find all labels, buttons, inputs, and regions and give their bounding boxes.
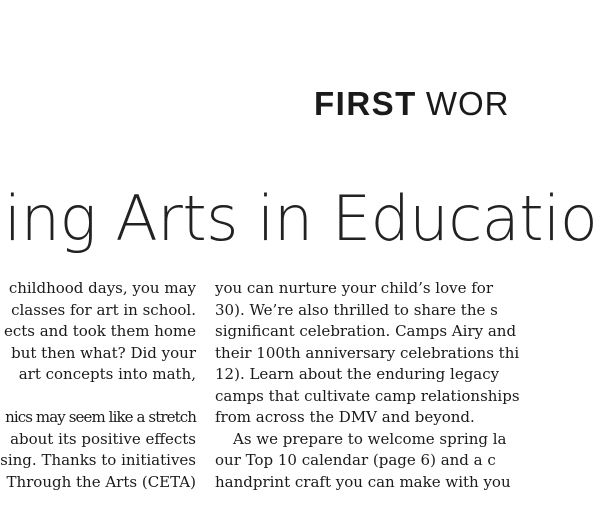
right-text-column <box>215 278 520 493</box>
right-line: 30). We’re also thrilled to share the s <box>215 300 498 319</box>
left-text-column <box>0 278 196 493</box>
section-label <box>314 84 509 124</box>
right-line: 12). Learn about the enduring legacy <box>215 365 500 383</box>
right-line: handprint craft you can make with you <box>215 472 511 491</box>
left-line: art concepts into math, <box>18 365 196 383</box>
right-line: our Top 10 calendar (page 6) and a c <box>215 451 496 469</box>
article-headline: ing Arts in Educatio <box>4 182 597 255</box>
left-line: sing. Thanks to initiatives <box>0 451 196 469</box>
left-line: classes for art in school. <box>11 300 196 319</box>
left-line: Through the Arts (CETA) <box>6 472 196 491</box>
left-line: childhood days, you may <box>8 279 196 297</box>
right-line: significant celebration. Camps Airy and <box>215 322 517 340</box>
left-line: nics may seem like a stretch <box>5 408 196 426</box>
section-label-light: WOR <box>425 85 510 122</box>
right-line: their 100th anniversary celebrations thi <box>215 343 520 362</box>
left-line: ects and took them home <box>3 322 196 340</box>
right-line: camps that cultivate camp relationships <box>215 386 520 405</box>
section-label-bold: FIRST <box>314 85 417 122</box>
right-line: from across the DMV and beyond. <box>215 408 475 426</box>
right-line: you can nurture your child’s love for <box>215 279 493 297</box>
left-line: but then what? Did your <box>11 343 196 362</box>
left-line: about its positive effects <box>10 429 196 448</box>
right-line: As we prepare to welcome spring la <box>233 429 507 448</box>
left-line <box>0 386 196 408</box>
